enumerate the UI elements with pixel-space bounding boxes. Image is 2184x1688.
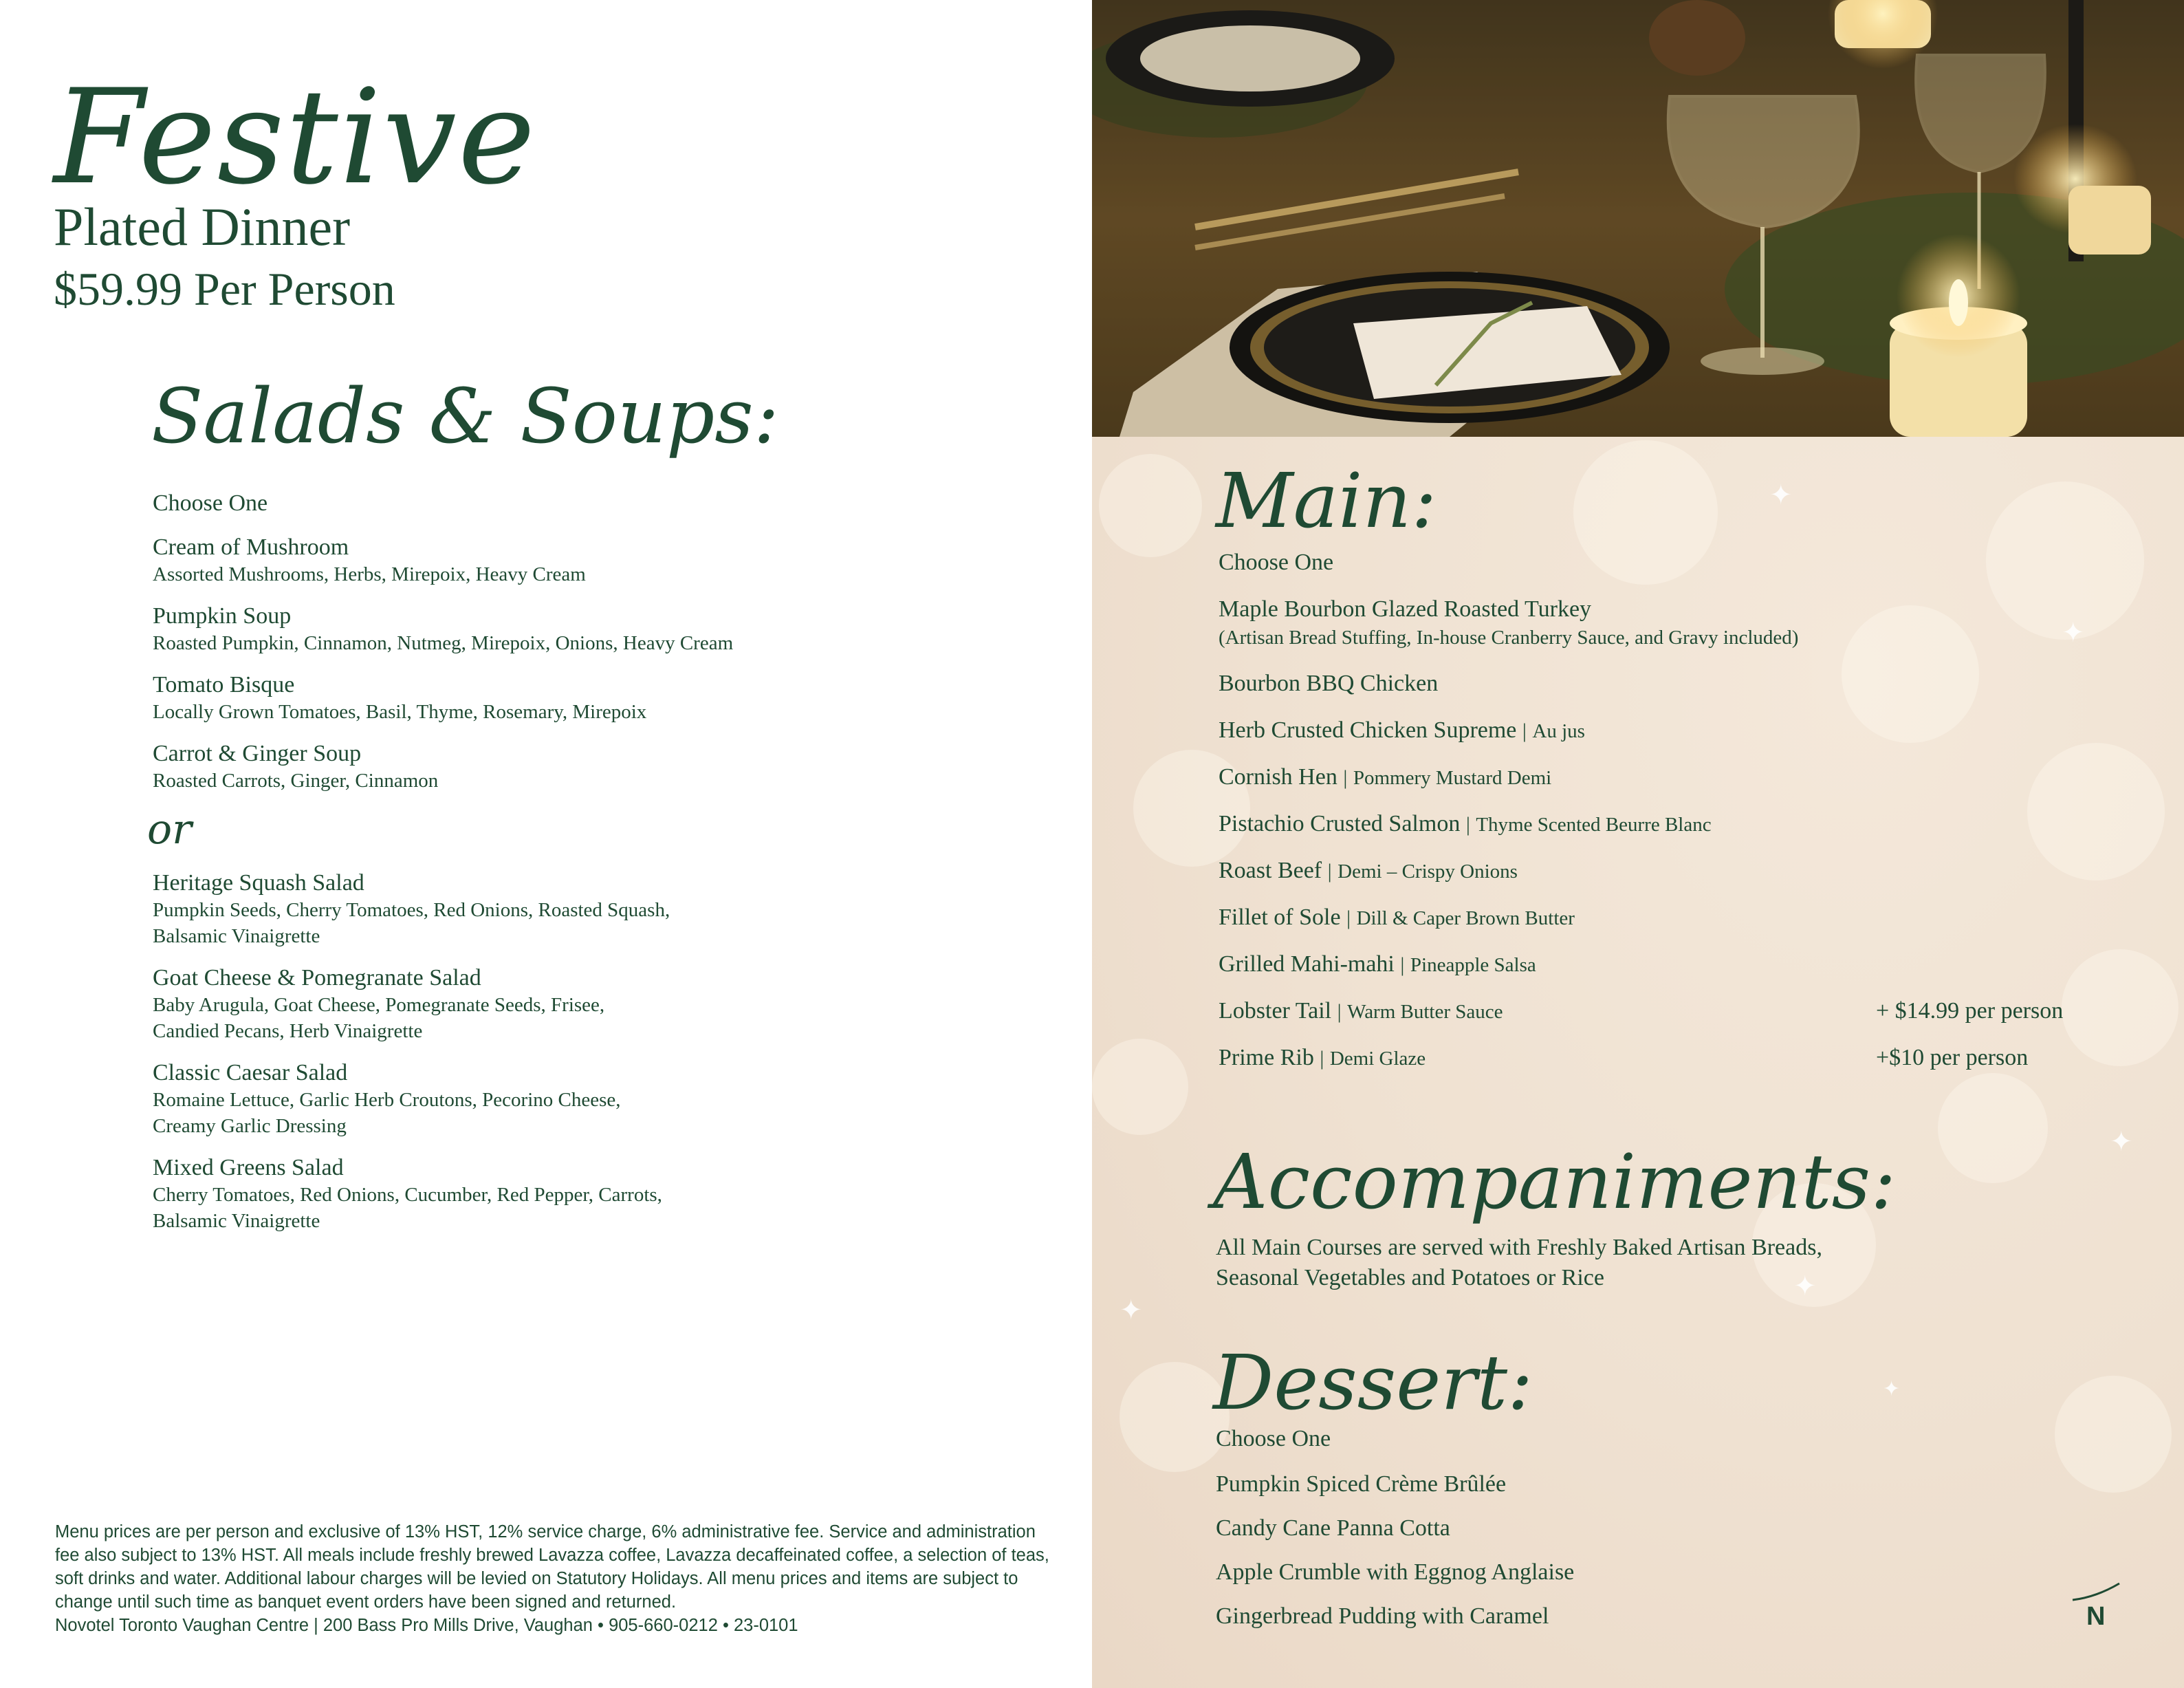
sparkle-icon: ✦ [1120,1295,1143,1325]
soup-desc: Roasted Pumpkin, Cinnamon, Nutmeg, Mirepoix, Onions, Heavy Cream [153,632,734,654]
main-item [1219,1044,1426,1072]
bokeh-light [1986,481,2144,640]
main-item-sauce: Thyme Scented Beurre Blanc [1476,814,1712,836]
main-item [1219,670,1438,697]
separator: | [1346,907,1351,929]
main-item [1219,764,1551,792]
sparkle-icon: ✦ [1793,1270,1817,1301]
fine-print [55,1520,1073,1637]
salads-soups-title: Salads & Soups: [151,372,779,460]
salad-desc: Baby Arugula, Goat Cheese, Pomegranate Seeds, Frisee, [153,994,605,1016]
salad-desc: Balsamic Vinaigrette [153,1210,320,1232]
soup-desc: Roasted Carrots, Ginger, Cinnamon [153,770,439,792]
salads-choose-one: Choose One [153,490,268,516]
fine-print-line: change until such time as banquet event orders have been signed and returned. [55,1592,677,1612]
main-item [1219,951,1536,979]
separator: | [1327,860,1332,883]
main-item-name: Maple Bourbon Glazed Roasted Turkey [1219,596,1592,622]
price-per-person: $59.99 Per Person [54,263,395,315]
main-item-sauce: Dill & Caper Brown Butter [1356,907,1575,929]
accompaniments-text [1216,1233,1822,1293]
separator: | [1320,1047,1324,1070]
sparkle-icon: ✦ [1769,479,1793,510]
soup-item [153,671,1047,725]
festive-title: Festive [54,61,537,213]
salad-item [153,964,1047,1044]
main-item-sauce: Pommery Mustard Demi [1353,767,1552,789]
soup-name: Pumpkin Soup [153,603,292,629]
bokeh-light [1092,1039,1188,1135]
main-item [1219,997,1503,1026]
main-item-sauce: Demi – Crispy Onions [1337,861,1518,883]
separator: | [1337,1000,1342,1023]
fine-print-line: soft drinks and water. Additional labour charges will be levied on Statutory Holidays. All menu prices and items are subject to [55,1569,1018,1588]
bokeh-light [2027,743,2165,880]
separator: | [1343,766,1348,789]
dessert-choose-one: Choose One [1216,1426,1331,1451]
separator: | [1522,719,1527,742]
main-item-sauce: Demi Glaze [1329,1048,1426,1070]
sparkle-icon: ✦ [1883,1378,1901,1400]
salad-name: Classic Caesar Salad [153,1060,348,1085]
logo-swoosh-icon [2068,1582,2123,1603]
plated-dinner-heading: Plated Dinner [54,197,351,257]
accompaniments-title: Accompaniments: [1213,1138,1897,1226]
bokeh-light [2055,1376,2172,1493]
main-item-name: Pistachio Crusted Salmon [1219,811,1461,836]
dessert-item: Pumpkin Spiced Crème Brûlée [1216,1471,1507,1497]
main-item [1219,810,1712,838]
main-item-name: Cornish Hen [1219,764,1337,790]
main-item-name: Lobster Tail [1219,998,1332,1024]
main-item-sauce: Warm Butter Sauce [1347,1001,1503,1023]
main-item-name: Grilled Mahi-mahi [1219,951,1395,977]
salad-item [153,1059,1047,1139]
salad-desc: Pumpkin Seeds, Cherry Tomatoes, Red Onions, Roasted Squash, [153,899,670,921]
bokeh-light [1842,605,1979,743]
table-setting-photo [1092,0,2184,437]
dessert-item: Gingerbread Pudding with Caramel [1216,1603,1549,1629]
main-item-sauce: Au jus [1532,720,1585,742]
separator: | [1400,953,1405,976]
main-item-name: Roast Beef [1219,858,1322,883]
bokeh-light [1573,440,1718,585]
fine-print-line: Menu prices are per person and exclusive of 13% HST, 12% service charge, 6% administrative fee. Service and administration [55,1522,1036,1541]
soup-name: Carrot & Ginger Soup [153,741,362,766]
novotel-logo [2068,1582,2123,1630]
main-item [1219,904,1575,932]
dessert-item: Candy Cane Panna Cotta [1216,1515,1450,1541]
salad-name: Mixed Greens Salad [153,1155,344,1180]
bokeh-light [1099,454,1202,557]
surcharge-price: +$10 per person [1876,1045,2029,1070]
accompaniments-line: Seasonal Vegetables and Potatoes or Rice [1216,1265,1604,1290]
dessert-item: Apple Crumble with Eggnog Anglaise [1216,1559,1575,1585]
soup-name: Tomato Bisque [153,672,295,697]
salad-desc: Cherry Tomatoes, Red Onions, Cucumber, Red Pepper, Carrots, [153,1184,662,1206]
logo-letter: N [2086,1602,2106,1631]
separator: | [1465,813,1470,836]
salad-desc: Creamy Garlic Dressing [153,1115,347,1137]
salad-item [153,1154,1047,1234]
soup-name: Cream of Mushroom [153,534,349,560]
salad-item [153,869,1047,949]
soup-item [153,603,1047,656]
hotel-address: Novotel Toronto Vaughan Centre | 200 Bass Pro Mills Drive, Vaughan • 905-660-0212 • 23-0101 [55,1616,798,1635]
or-divider: or [147,805,192,854]
salad-desc: Balsamic Vinaigrette [153,925,320,947]
main-item-sauce: Pineapple Salsa [1410,954,1536,976]
sparkle-icon: ✦ [2062,617,2085,648]
main-item-name: Fillet of Sole [1219,905,1341,930]
salad-name: Heritage Squash Salad [153,870,364,896]
bokeh-light [1938,1073,2048,1183]
soup-desc: Locally Grown Tomatoes, Basil, Thyme, Rosemary, Mirepoix [153,701,647,723]
main-item-desc: (Artisan Bread Stuffing, In-house Cranberry Sauce, and Gravy included) [1219,627,1799,649]
main-title: Main: [1216,457,1437,545]
salad-name: Goat Cheese & Pomegranate Salad [153,965,481,991]
salads-soups-list [147,490,1047,1249]
accompaniments-line: All Main Courses are served with Freshly Baked Artisan Breads, [1216,1235,1822,1260]
dessert-title: Dessert: [1213,1339,1533,1427]
sparkle-icon: ✦ [2110,1126,2133,1157]
main-choose-one: Choose One [1219,550,1334,575]
right-page [1092,0,2184,1688]
surcharge-price: + $14.99 per person [1876,998,2064,1024]
soup-item [153,534,1047,587]
main-item [1219,857,1518,885]
fine-print-line: fee also subject to 13% HST. All meals include freshly brewed Lavazza coffee, Lavazza decaffeinated coffee, a selection of teas, [55,1546,1049,1565]
soup-item [153,740,1047,794]
bokeh-light [2062,949,2178,1066]
main-item [1219,717,1585,745]
soup-desc: Assorted Mushrooms, Herbs, Mirepoix, Heavy Cream [153,563,586,585]
salad-desc: Candied Pecans, Herb Vinaigrette [153,1020,423,1042]
main-item-name: Herb Crusted Chicken Supreme [1219,717,1517,743]
main-item-name: Prime Rib [1219,1045,1314,1070]
main-item-name: Bourbon BBQ Chicken [1219,671,1439,696]
salad-desc: Romaine Lettuce, Garlic Herb Croutons, Pecorino Cheese, [153,1089,621,1111]
